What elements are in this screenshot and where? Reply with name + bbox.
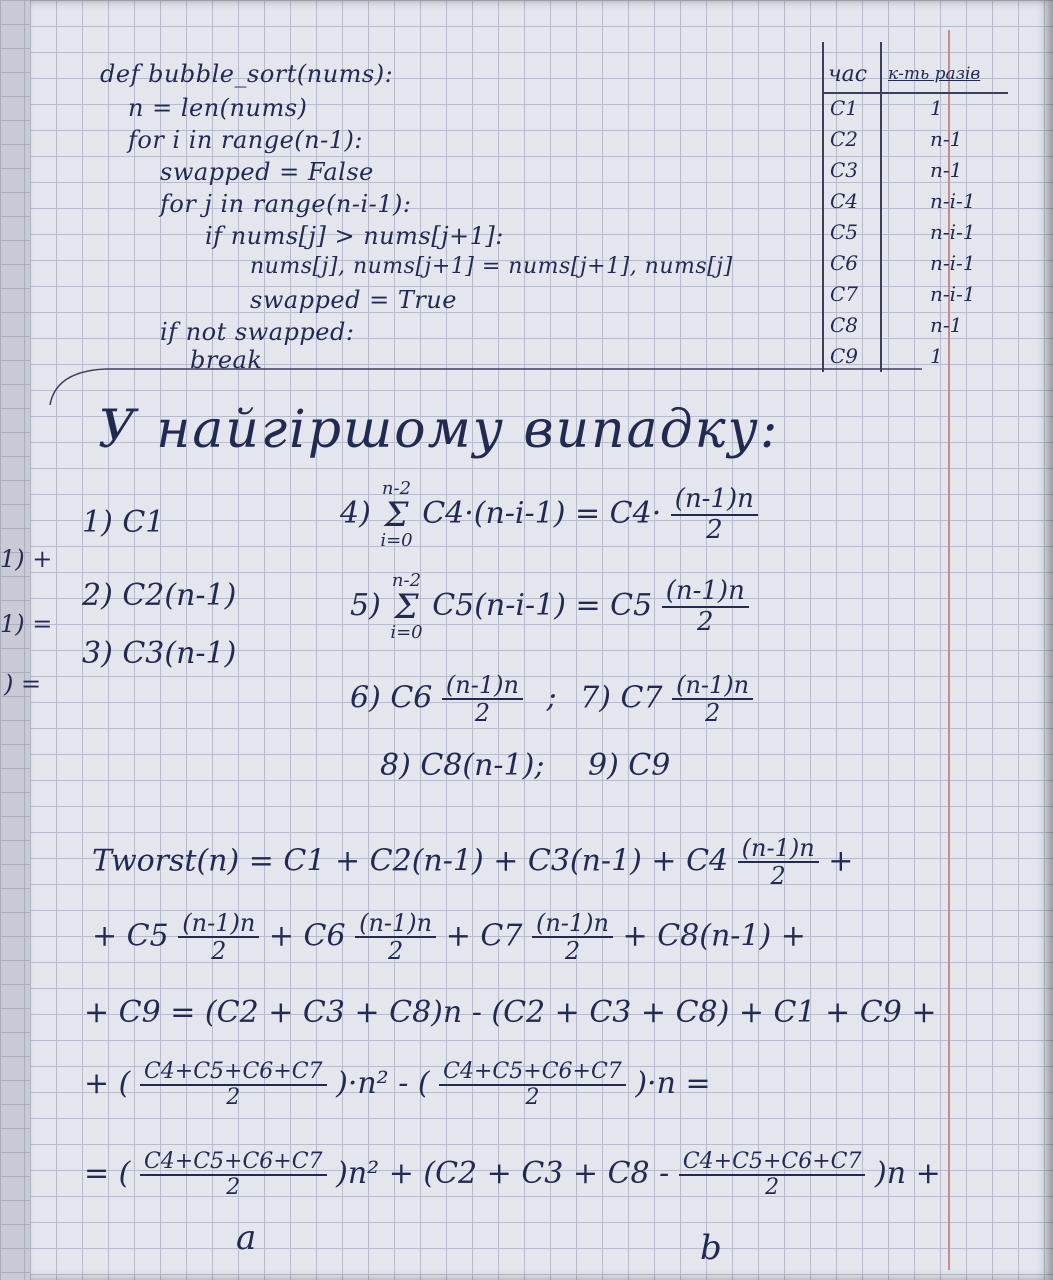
table-cell-count: n-i-1 xyxy=(930,251,976,275)
code-line-3: for i in range(n-1): xyxy=(128,126,363,154)
table-cell-cost: C5 xyxy=(830,220,859,244)
label-b: b xyxy=(700,1228,722,1268)
item-4-sum-top: n-2 xyxy=(381,478,412,499)
formula-line-1-fraction xyxy=(738,835,819,890)
table-header-time: час xyxy=(828,62,868,87)
fraction-numerator: (n-1)n xyxy=(178,910,259,938)
label-a: a xyxy=(236,1218,257,1258)
code-line-7: nums[j], nums[j+1] = nums[j+1], nums[j] xyxy=(250,254,733,279)
table-cell-count: n-1 xyxy=(930,313,963,337)
item-3: 3) C3(n-1) xyxy=(82,636,237,671)
table-cell-cost: C6 xyxy=(830,251,859,275)
fraction-numerator: C4+C5+C6+C7 xyxy=(439,1060,626,1086)
fraction-denominator: 2 xyxy=(226,1085,241,1111)
formula-line-4-fraction-2 xyxy=(439,1060,626,1110)
formula-c5: + C5 xyxy=(92,918,169,954)
formula-line-5-mid: )n² + (C2 + C3 + C8 - xyxy=(336,1156,670,1192)
table-header-rule xyxy=(822,92,1008,94)
fraction-numerator: (n-1)n xyxy=(738,835,819,863)
item-separator: ; xyxy=(546,680,557,716)
formula-line-1 xyxy=(92,835,853,890)
fraction-denominator: 2 xyxy=(704,699,721,728)
code-line-2: n = len(nums) xyxy=(128,94,308,122)
table-cell-cost: C4 xyxy=(830,189,859,213)
code-line-1: def bubble_sort(nums): xyxy=(100,60,394,88)
formula-c7: + C7 xyxy=(445,918,523,954)
table-cell-cost: C2 xyxy=(830,127,859,151)
fraction-numerator: C4+C5+C6+C7 xyxy=(140,1060,327,1086)
table-cell-cost: C7 xyxy=(830,282,859,306)
fraction-denominator: 2 xyxy=(226,1175,241,1201)
item-7-fraction xyxy=(672,672,753,727)
formula-line-4 xyxy=(84,1060,711,1110)
formula-c6: + C6 xyxy=(268,918,346,954)
item-4-expr: C4·(n-i-1) = C4· xyxy=(422,496,662,531)
formula-line-5-open: = ( xyxy=(84,1156,131,1192)
formula-c8: + C8(n-1) + xyxy=(622,918,806,954)
item-8-text: 8) C8(n-1); xyxy=(380,748,545,783)
table-cell-cost: C3 xyxy=(830,158,859,182)
code-line-5: for j in range(n-i-1): xyxy=(160,190,412,218)
fraction-denominator: 2 xyxy=(387,937,404,966)
item-6-fraction xyxy=(442,672,523,727)
fraction-denominator: 2 xyxy=(697,607,714,637)
item-4 xyxy=(340,480,758,550)
formula-c5-fraction xyxy=(178,910,259,965)
item-5-label: 5) xyxy=(350,588,381,623)
item-4-sum-bottom: i=0 xyxy=(380,530,413,551)
table-cell-cost: C8 xyxy=(830,313,859,337)
fraction-numerator: (n-1)n xyxy=(662,577,749,608)
table-cell-count: n-i-1 xyxy=(930,220,976,244)
item-6-text: 6) C6 xyxy=(350,680,433,716)
item-2: 2) C2(n-1) xyxy=(82,578,237,613)
formula-line-4-mid: )·n² - ( xyxy=(336,1066,430,1102)
formula-c6-fraction xyxy=(355,910,436,965)
section-heading: У найгіршому випадку: xyxy=(98,400,780,460)
formula-line-4-end: )·n = xyxy=(635,1066,711,1102)
item-9-text: 9) C9 xyxy=(587,748,671,783)
fraction-numerator: C4+C5+C6+C7 xyxy=(679,1150,866,1176)
adjacent-page xyxy=(0,0,34,1280)
table-cell-count: n-i-1 xyxy=(930,189,976,213)
table-cell-cost: C1 xyxy=(830,96,859,120)
formula-line-2 xyxy=(92,910,806,965)
item-4-fraction xyxy=(671,485,758,544)
fraction-denominator: 2 xyxy=(525,1085,540,1111)
formula-line-4-fraction-1 xyxy=(140,1060,327,1110)
table-cell-count: n-1 xyxy=(930,158,963,182)
formula-line-1-text: Tworst(n) = C1 + C2(n-1) + C3(n-1) + C4 xyxy=(92,843,729,879)
fraction-numerator: (n-1)n xyxy=(672,672,753,700)
formula-line-4-open: + ( xyxy=(84,1066,131,1102)
item-6 xyxy=(350,672,753,727)
code-line-4: swapped = False xyxy=(160,158,374,186)
margin-note-3: ) = xyxy=(4,670,42,698)
table-header-count: к-ть разів xyxy=(888,64,981,84)
code-line-10: break xyxy=(190,346,263,374)
fraction-numerator: (n-1)n xyxy=(355,910,436,938)
table-cell-cost: C9 xyxy=(830,344,859,368)
fraction-denominator: 2 xyxy=(706,515,723,545)
item-5 xyxy=(350,572,749,642)
formula-line-1-end: + xyxy=(828,843,854,879)
fraction-numerator: (n-1)n xyxy=(532,910,613,938)
item-5-expr: C5(n-i-1) = C5 xyxy=(432,588,653,623)
table-cell-count: 1 xyxy=(930,96,943,120)
item-1: 1) C1 xyxy=(82,505,165,540)
fraction-numerator: (n-1)n xyxy=(442,672,523,700)
code-line-6: if nums[j] > nums[j+1]: xyxy=(205,222,504,250)
item-8-9 xyxy=(380,748,670,783)
item-5-sum-top: n-2 xyxy=(391,570,422,591)
margin-line xyxy=(948,30,950,1270)
sigma-symbol: Σ xyxy=(394,587,419,627)
table-cell-count: n-i-1 xyxy=(930,282,976,306)
fraction-numerator: C4+C5+C6+C7 xyxy=(140,1150,327,1176)
item-4-sum xyxy=(380,480,412,550)
item-5-fraction xyxy=(662,577,749,636)
table-cell-count: 1 xyxy=(930,344,943,368)
code-line-8: swapped = True xyxy=(250,286,457,314)
item-7-text: 7) C7 xyxy=(580,680,663,716)
code-line-9: if not swapped: xyxy=(160,318,355,346)
margin-note-2: 1) = xyxy=(0,610,53,638)
formula-line-5-fraction-2 xyxy=(679,1150,866,1200)
fraction-denominator: 2 xyxy=(564,937,581,966)
fraction-denominator: 2 xyxy=(765,1175,780,1201)
formula-line-5-end: )n + xyxy=(875,1156,941,1192)
formula-line-5 xyxy=(84,1150,941,1200)
table-cell-count: n-1 xyxy=(930,127,963,151)
fraction-denominator: 2 xyxy=(211,937,227,966)
formula-line-3: + C9 = (C2 + C3 + C8)n - (C2 + C3 + C8) + C1 + C9 + xyxy=(84,995,937,1030)
fraction-denominator: 2 xyxy=(770,862,786,891)
formula-c7-fraction xyxy=(532,910,613,965)
item-4-label: 4) xyxy=(340,496,371,531)
formula-line-5-fraction-1 xyxy=(140,1150,327,1200)
sigma-symbol: Σ xyxy=(384,495,409,535)
fraction-denominator: 2 xyxy=(474,699,491,728)
fraction-numerator: (n-1)n xyxy=(671,485,758,516)
item-5-sum-bottom: i=0 xyxy=(390,622,423,643)
margin-note-1: 1) + xyxy=(0,545,53,573)
item-5-sum xyxy=(390,572,422,642)
